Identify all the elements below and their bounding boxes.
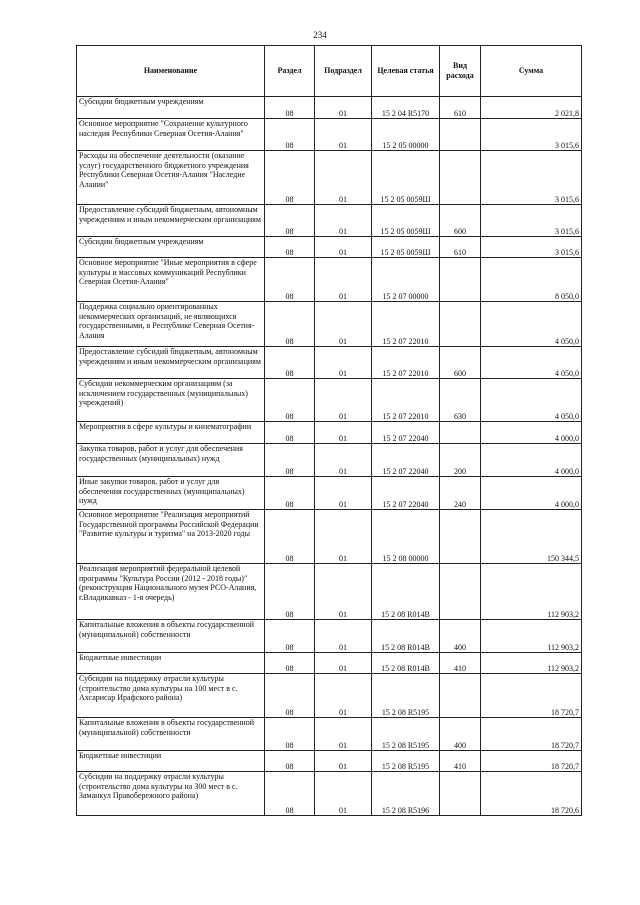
table-row [77,151,582,205]
row-name: Бюджетные инвестиции [77,751,265,772]
table-row [77,620,582,653]
row-name: Закупка товаров, работ и услуг для обеспечения государственных (муниципальных) нужд [77,444,265,477]
row-section: 08 [265,379,315,422]
budget-table [76,45,582,816]
table-row [77,772,582,816]
row-expense-type: 410 [440,751,481,772]
row-subsection: 01 [315,422,372,444]
row-target: 15 2 05 0059Ш [372,237,440,258]
row-subsection: 01 [315,510,372,564]
row-section: 08 [265,510,315,564]
table-row [77,205,582,237]
row-name: Основное мероприятие "Реализация мероприятий Государственной программы Российской Федерации "Развитие культуры и туризма" на 2013-2020 годы [77,510,265,564]
row-sum: 4 050,0 [481,302,582,347]
row-name: Капитальные вложения в объекты государственной (муниципальной) собственности [77,620,265,653]
row-expense-type: 200 [440,444,481,477]
row-subsection: 01 [315,477,372,510]
row-target: 15 2 05 0059Ш [372,151,440,205]
row-section: 08 [265,751,315,772]
row-sum: 4 000,0 [481,477,582,510]
header-target: Целевая статья [372,46,440,97]
row-target: 15 2 08 R5196 [372,772,440,816]
table-row [77,379,582,422]
row-expense-type [440,258,481,302]
row-section: 08 [265,97,315,119]
row-target: 15 2 05 0059Ш [372,205,440,237]
row-expense-type: 610 [440,97,481,119]
header-section: Раздел [265,46,315,97]
row-subsection: 01 [315,205,372,237]
row-subsection: 01 [315,151,372,205]
row-subsection: 01 [315,258,372,302]
row-sum: 2 021,8 [481,97,582,119]
table-row [77,653,582,674]
header-subsection: Подраздел [315,46,372,97]
row-target: 15 2 07 22010 [372,302,440,347]
row-name: Субсидии на поддержку отрасли культуры (строительство дома культуры на 300 мест в с. Заманкул Правобережного района) [77,772,265,816]
row-sum: 4 050,0 [481,347,582,379]
row-target: 15 2 07 22040 [372,477,440,510]
row-target: 15 2 08 R5195 [372,751,440,772]
row-subsection: 01 [315,302,372,347]
row-section: 08 [265,674,315,718]
row-subsection: 01 [315,718,372,751]
row-sum: 3 015,6 [481,119,582,151]
row-expense-type [440,674,481,718]
row-subsection: 01 [315,751,372,772]
row-expense-type: 610 [440,237,481,258]
row-expense-type: 410 [440,653,481,674]
row-name: Бюджетные инвестиции [77,653,265,674]
row-subsection: 01 [315,347,372,379]
row-subsection: 01 [315,653,372,674]
row-section: 08 [265,258,315,302]
row-target: 15 2 08 R5195 [372,674,440,718]
row-section: 08 [265,347,315,379]
table-row [77,422,582,444]
row-sum: 112 903,2 [481,653,582,674]
row-target: 15 2 07 22040 [372,422,440,444]
header-name: Наименование [77,46,265,97]
row-expense-type [440,772,481,816]
row-sum: 3 015,6 [481,205,582,237]
row-expense-type: 400 [440,620,481,653]
row-subsection: 01 [315,97,372,119]
row-name: Реализация мероприятий федеральной целевой программы "Культура России (2012 - 2018 годы)" (реконструкция Национального музея РСО-Алания, г.Владикавказ - 1-я очередь) [77,564,265,620]
row-name: Субсидии некоммерческим организациям (за исключением государственных (муниципальных) учреждений) [77,379,265,422]
table-row [77,510,582,564]
table-header-row [77,46,582,97]
row-expense-type [440,422,481,444]
row-expense-type: 240 [440,477,481,510]
row-section: 08 [265,422,315,444]
row-subsection: 01 [315,564,372,620]
row-sum: 18 720,7 [481,751,582,772]
row-section: 08 [265,477,315,510]
row-subsection: 01 [315,772,372,816]
row-sum: 112 903,2 [481,564,582,620]
row-name: Расходы на обеспечение деятельности (оказание услуг) государственного бюджетного учреждения Республики Северная Осетия-Алания "Наследие Алании" [77,151,265,205]
row-sum: 3 015,6 [481,237,582,258]
row-name: Иные закупки товаров, работ и услуг для обеспечения государственных (муниципальных) нужд [77,477,265,510]
row-target: 15 2 05 00000 [372,119,440,151]
row-name: Предоставление субсидий бюджетным, автономным учреждениям и иным некоммерческим организациям [77,347,265,379]
row-sum: 4 000,0 [481,422,582,444]
table-body [77,97,582,816]
table-row [77,477,582,510]
row-name: Основное мероприятие "Иные мероприятия в сфере культуры и массовых коммуникаций Республики Северная Осетия-Алания" [77,258,265,302]
row-expense-type [440,302,481,347]
table-row [77,444,582,477]
row-name: Субсидии на поддержку отрасли культуры (строительство дома культуры на 100 мест в с. Ахсарисар Ирафского района) [77,674,265,718]
row-sum: 8 050,0 [481,258,582,302]
table-row [77,237,582,258]
row-name: Субсидии бюджетным учреждениям [77,237,265,258]
row-expense-type: 400 [440,718,481,751]
table-row [77,119,582,151]
row-target: 15 2 07 22040 [372,444,440,477]
header-sum: Сумма [481,46,582,97]
row-target: 15 2 08 R014B [372,564,440,620]
row-expense-type [440,119,481,151]
row-sum: 18 720,7 [481,674,582,718]
row-expense-type: 630 [440,379,481,422]
row-section: 08 [265,119,315,151]
table-row [77,347,582,379]
page-number: 234 [313,30,327,40]
table-row [77,302,582,347]
row-expense-type [440,510,481,564]
row-section: 08 [265,718,315,751]
row-expense-type: 600 [440,205,481,237]
row-section: 08 [265,302,315,347]
row-subsection: 01 [315,674,372,718]
row-name: Капитальные вложения в объекты государственной (муниципальной) собственности [77,718,265,751]
row-name: Поддержка социально ориентированных некоммерческих организаций, не являющихся государственными, в Республике Северная Осетия-Алания [77,302,265,347]
header-expense-type: Вид расхода [440,46,481,97]
row-name: Предоставление субсидий бюджетным, автономным учреждениям и иным некоммерческим организациям [77,205,265,237]
row-sum: 112 903,2 [481,620,582,653]
row-target: 15 2 08 00000 [372,510,440,564]
row-sum: 4 000,0 [481,444,582,477]
row-section: 08 [265,151,315,205]
row-target: 15 2 04 R5170 [372,97,440,119]
row-target: 15 2 07 00000 [372,258,440,302]
row-section: 08 [265,772,315,816]
row-name: Мероприятия в сфере культуры и кинематографии [77,422,265,444]
table-row [77,97,582,119]
row-target: 15 2 08 R5195 [372,718,440,751]
row-target: 15 2 08 R014B [372,653,440,674]
row-target: 15 2 07 22010 [372,347,440,379]
row-expense-type: 600 [440,347,481,379]
row-section: 08 [265,444,315,477]
row-section: 08 [265,237,315,258]
row-subsection: 01 [315,444,372,477]
row-subsection: 01 [315,620,372,653]
table-row [77,751,582,772]
table-row [77,718,582,751]
row-expense-type [440,151,481,205]
row-section: 08 [265,653,315,674]
table-row [77,258,582,302]
row-name: Субсидии бюджетным учреждениям [77,97,265,119]
row-section: 08 [265,620,315,653]
row-sum: 18 720,6 [481,772,582,816]
row-target: 15 2 08 R014B [372,620,440,653]
row-subsection: 01 [315,119,372,151]
row-subsection: 01 [315,237,372,258]
row-sum: 4 050,0 [481,379,582,422]
row-expense-type [440,564,481,620]
row-name: Основное мероприятие "Сохранение культурного наследия Республики Северная Осетия-Алания" [77,119,265,151]
table-row [77,674,582,718]
table-row [77,564,582,620]
row-sum: 18 720,7 [481,718,582,751]
row-sum: 3 015,6 [481,151,582,205]
row-target: 15 2 07 22010 [372,379,440,422]
row-sum: 150 344,5 [481,510,582,564]
row-subsection: 01 [315,379,372,422]
row-section: 08 [265,564,315,620]
row-section: 08 [265,205,315,237]
